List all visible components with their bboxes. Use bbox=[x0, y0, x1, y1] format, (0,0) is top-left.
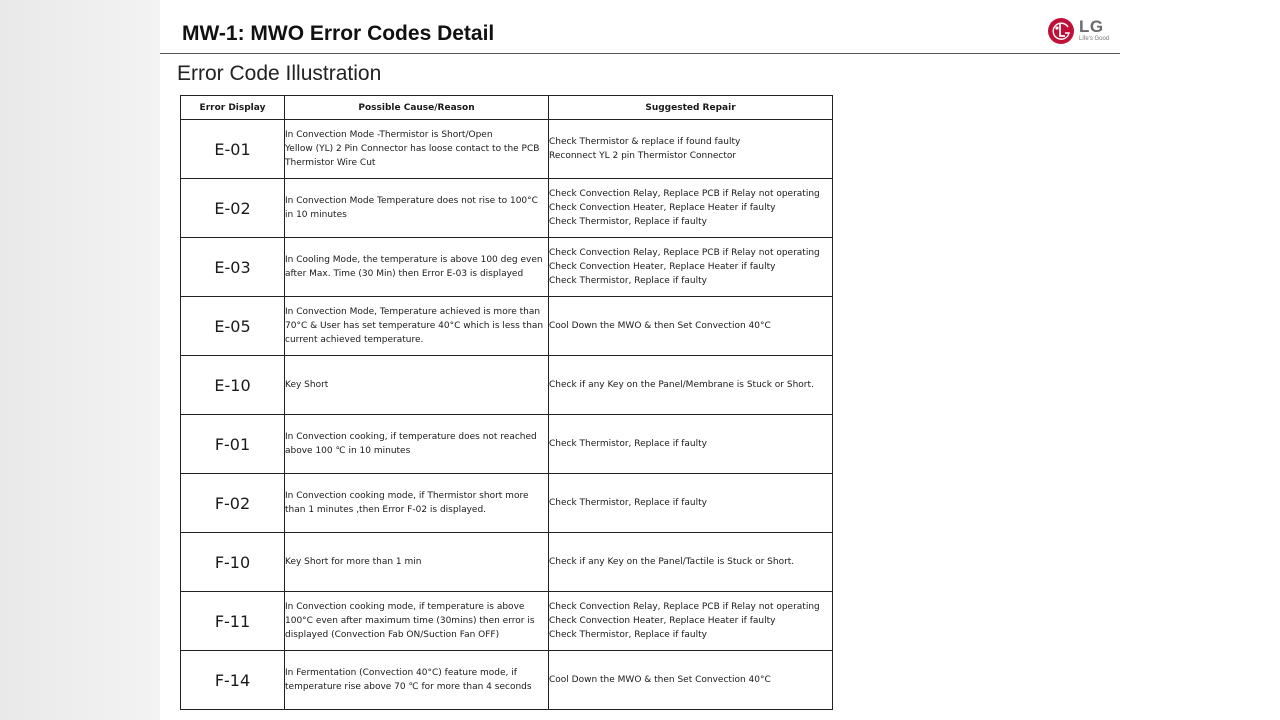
repair-cell bbox=[549, 474, 833, 533]
table-row bbox=[181, 415, 833, 474]
header-error-display: Error Display bbox=[181, 96, 285, 120]
table-body bbox=[181, 120, 833, 710]
cause-line: 70°C & User has set temperature 40°C which is less than bbox=[285, 321, 544, 331]
table-row bbox=[181, 120, 833, 179]
cause-line: Key Short for more than 1 min bbox=[285, 557, 422, 567]
repair-line: Check if any Key on the Panel/Tactile is Stuck or Short. bbox=[549, 557, 795, 567]
repair-line: Cool Down the MWO & then Set Convection 40°C bbox=[549, 321, 771, 331]
cause-cell bbox=[285, 120, 549, 179]
cause-cell bbox=[285, 238, 549, 297]
table-row bbox=[181, 651, 833, 710]
repair-cell bbox=[549, 592, 833, 651]
left-margin-band bbox=[0, 0, 160, 720]
table-row bbox=[181, 533, 833, 592]
cause-cell bbox=[285, 651, 549, 710]
error-code: F-10 bbox=[181, 533, 285, 592]
cause-cell bbox=[285, 533, 549, 592]
cause-line: In Cooling Mode, the temperature is above 100 deg even bbox=[285, 255, 543, 265]
cause-line: displayed (Convection Fab ON/Suction Fan OFF) bbox=[285, 630, 500, 640]
repair-line: Check Thermistor, Replace if faulty bbox=[549, 217, 707, 227]
cause-line: In Convection cooking mode, if temperature is above bbox=[285, 602, 525, 612]
cause-line: In Fermentation (Convection 40°C) feature mode, if bbox=[285, 668, 517, 678]
repair-line: Check Thermistor, Replace if faulty bbox=[549, 439, 707, 449]
lg-logo bbox=[1048, 16, 1120, 46]
lg-tagline: Life's Good bbox=[1079, 36, 1110, 42]
section-heading: Error Code Illustration bbox=[177, 62, 382, 85]
table-row bbox=[181, 297, 833, 356]
table-row bbox=[181, 179, 833, 238]
cause-line: In Convection Mode -Thermistor is Short/Open bbox=[285, 130, 493, 140]
repair-line: Reconnect YL 2 pin Thermistor Connector bbox=[549, 151, 737, 161]
repair-line: Check Thermistor, Replace if faulty bbox=[549, 498, 707, 508]
error-code: E-02 bbox=[181, 179, 285, 238]
repair-cell bbox=[549, 179, 833, 238]
error-code: F-14 bbox=[181, 651, 285, 710]
repair-line: Check Thermistor, Replace if faulty bbox=[549, 630, 707, 640]
cause-cell bbox=[285, 297, 549, 356]
right-margin-band bbox=[1120, 0, 1280, 720]
repair-cell bbox=[549, 120, 833, 179]
repair-cell bbox=[549, 651, 833, 710]
repair-cell bbox=[549, 533, 833, 592]
cause-cell bbox=[285, 179, 549, 238]
cause-line: after Max. Time (30 Min) then Error E-03 is displayed bbox=[285, 269, 524, 279]
cause-cell bbox=[285, 474, 549, 533]
cause-cell bbox=[285, 592, 549, 651]
repair-line: Check Convection Relay, Replace PCB if Relay not operating bbox=[549, 602, 820, 612]
repair-line: Check Convection Relay, Replace PCB if Relay not operating bbox=[549, 189, 820, 199]
cause-line: In Convection Mode Temperature does not rise to 100°C bbox=[285, 196, 538, 206]
cause-line: Thermistor Wire Cut bbox=[285, 158, 376, 168]
repair-line: Check Convection Heater, Replace Heater if faulty bbox=[549, 616, 776, 626]
cause-line: In Convection cooking mode, if Thermistor short more bbox=[285, 491, 529, 501]
error-code: F-02 bbox=[181, 474, 285, 533]
error-code: E-05 bbox=[181, 297, 285, 356]
cause-cell bbox=[285, 415, 549, 474]
table-row bbox=[181, 238, 833, 297]
slide-title: MW-1: MWO Error Codes Detail bbox=[182, 22, 495, 45]
cause-line: 100°C even after maximum time (30mins) then error is bbox=[285, 616, 535, 626]
cause-cell bbox=[285, 356, 549, 415]
cause-line: temperature rise above 70 ℃ for more than 4 seconds bbox=[285, 682, 532, 692]
repair-line: Check Convection Heater, Replace Heater if faulty bbox=[549, 203, 776, 213]
header-possible-cause: Possible Cause/Reason bbox=[285, 96, 549, 120]
cause-line: than 1 minutes ,then Error F-02 is displayed. bbox=[285, 505, 487, 515]
repair-line: Check Convection Relay, Replace PCB if Relay not operating bbox=[549, 248, 820, 258]
repair-cell bbox=[549, 238, 833, 297]
repair-line: Check if any Key on the Panel/Membrane is Stuck or Short. bbox=[549, 380, 814, 390]
cause-line: Key Short bbox=[285, 380, 329, 390]
error-code: F-11 bbox=[181, 592, 285, 651]
lg-logo-text: LG bbox=[1079, 17, 1104, 36]
repair-line: Cool Down the MWO & then Set Convection 40°C bbox=[549, 675, 771, 685]
lg-logo-icon bbox=[1048, 18, 1074, 44]
error-code: F-01 bbox=[181, 415, 285, 474]
cause-line: In Convection cooking, if temperature does not reached bbox=[285, 432, 537, 442]
table-row bbox=[181, 356, 833, 415]
error-code: E-01 bbox=[181, 120, 285, 179]
cause-line: Yellow (YL) 2 Pin Connector has loose contact to the PCB bbox=[285, 144, 540, 154]
table-row bbox=[181, 474, 833, 533]
cause-line: current achieved temperature. bbox=[285, 335, 424, 345]
error-codes-table bbox=[180, 95, 833, 710]
cause-line: in 10 minutes bbox=[285, 210, 347, 220]
repair-line: Check Thermistor & replace if found faulty bbox=[549, 137, 741, 147]
repair-cell bbox=[549, 356, 833, 415]
header-suggested-repair: Suggested Repair bbox=[549, 96, 833, 120]
title-divider bbox=[160, 53, 1120, 54]
repair-cell bbox=[549, 297, 833, 356]
cause-line: In Convection Mode, Temperature achieved is more than bbox=[285, 307, 541, 317]
error-code: E-03 bbox=[181, 238, 285, 297]
repair-line: Check Thermistor, Replace if faulty bbox=[549, 276, 707, 286]
repair-line: Check Convection Heater, Replace Heater if faulty bbox=[549, 262, 776, 272]
repair-cell bbox=[549, 415, 833, 474]
table-row bbox=[181, 592, 833, 651]
cause-line: above 100 ℃ in 10 minutes bbox=[285, 446, 411, 456]
error-code: E-10 bbox=[181, 356, 285, 415]
table-header-row bbox=[181, 96, 833, 120]
